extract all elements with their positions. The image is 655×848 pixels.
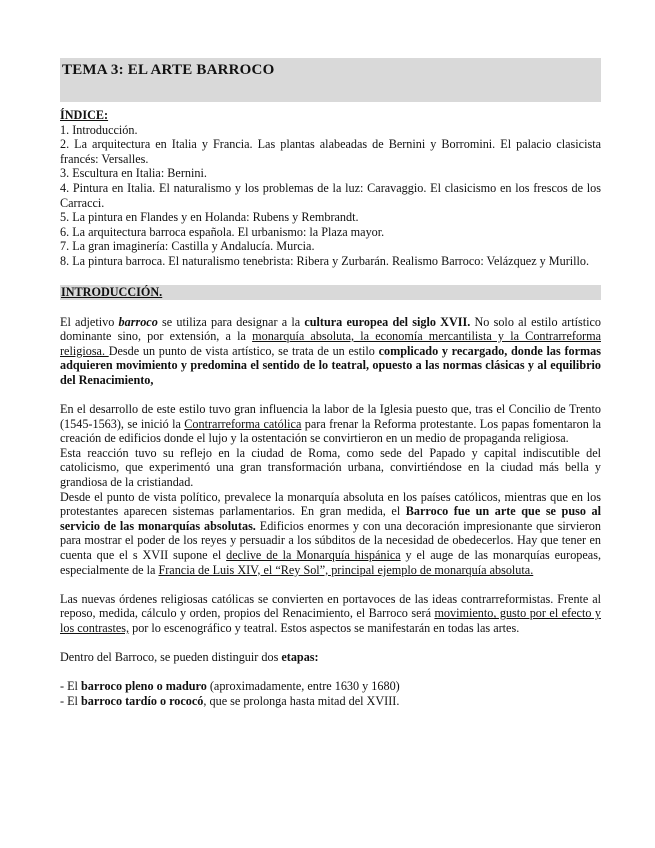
index-item: 1. Introducción. [60, 122, 138, 137]
paragraph-4: Desde el punto de vista político, prevalece la monarquía absoluta en los países católicos, mientras que en los protestantes aparecen sistemas parlamentarios. En gran medida, el Barroco fue un arte que se puso al servicio de las monarquías absolutas. Edificios enormes y con una decoración impresionante que sirvieron para mostrar el poder de los reyes y persuadir a los súbditos de la necesidad de obedecerlos. Hay que tener en cuenta que el s XVII supone el declive de la Monarquía hispánica y el auge de las monarquías europeas, especialmente de la Francia de Luis XIV, el “Rey Sol”, principal ejemplo de monarquía absoluta. [60, 489, 601, 577]
index-item: 3. Escultura en Italia: Bernini. [60, 166, 207, 181]
index-heading: ÍNDICE: [60, 108, 109, 122]
document-title: TEMA 3: EL ARTE BARROCO [62, 62, 275, 78]
paragraph-3: Esta reacción tuvo su reflejo en la ciudad de Roma, como sede del Papado y capital indiscutible del catolicismo, que experimentó una gran transformación urbana, convirtiéndose en la ciudad más bella y grandiosa de la cristiandad. [60, 445, 601, 490]
introduction-heading: INTRODUCCIÓN. [60, 285, 601, 300]
index-item: 6. La arquitectura barroca española. El urbanismo: la Plaza mayor. [60, 224, 385, 239]
index-item: 2. La arquitectura en Italia y Francia. Las plantas alabeadas de Bernini y Borromini. El palacio clasicista francés: Versalles. [60, 137, 601, 166]
paragraph-5: Las nuevas órdenes religiosas católicas se convierten en portavoces de las ideas contrarreformistas. Frente al reposo, medida, cálculo y orden, propios del Renacimiento, el Barroco será movimiento, gusto por el efecto y los contrastes, por lo escenográfico y teatral. Estos aspectos se manifestarán en todas las artes. [60, 591, 601, 635]
index-item: 5. La pintura en Flandes y en Holanda: Rubens y Rembrandt. [60, 210, 359, 225]
paragraph-1: El adjetivo barroco se utiliza para designar a la cultura europea del siglo XVII. No solo al estilo artístico dominante sino, por extensión, a la monarquía absoluta, la economía mercantilista y la Contrarreforma religiosa. Desde un punto de vista artístico, se trata de un estilo complicado y recargado, donde las formas adquieren movimiento y predomina el sentido de lo teatral, opuesto a las normas clásicas y al equilibrio del Renacimiento, [60, 314, 602, 387]
stage-item: - El barroco pleno o maduro (aproximadamente, entre 1630 y 1680) [60, 679, 400, 694]
table-of-contents [60, 123, 601, 269]
index-item: 7. La gran imaginería: Castilla y Andalucía. Murcia. [60, 239, 315, 254]
index-item: 4. Pintura en Italia. El naturalismo y los problemas de la luz: Caravaggio. El clasicismo en los frescos de los Carracci. [60, 180, 601, 210]
stage-item: - El barroco tardío o rococó, que se prolonga hasta mitad del XVIII. [60, 693, 400, 708]
title-banner [60, 58, 601, 102]
paragraph-6: Dentro del Barroco, se pueden distinguir dos etapas: [60, 650, 319, 665]
paragraph-2: En el desarrollo de este estilo tuvo gran influencia la labor de la Iglesia puesto que, tras el Concilio de Trento (1545-1563), se inició la Contrarreforma católica para frenar la Reforma protestante. Los papas fomentaron la creación de edificios donde el lujo y la ostentación se convirtieron en un medio de propaganda religiosa. [60, 402, 601, 446]
index-item: 8. La pintura barroca. El naturalismo tenebrista: Ribera y Zurbarán. Realismo Barroco: Velázquez y Murillo. [60, 253, 590, 268]
document-page [60, 58, 601, 709]
